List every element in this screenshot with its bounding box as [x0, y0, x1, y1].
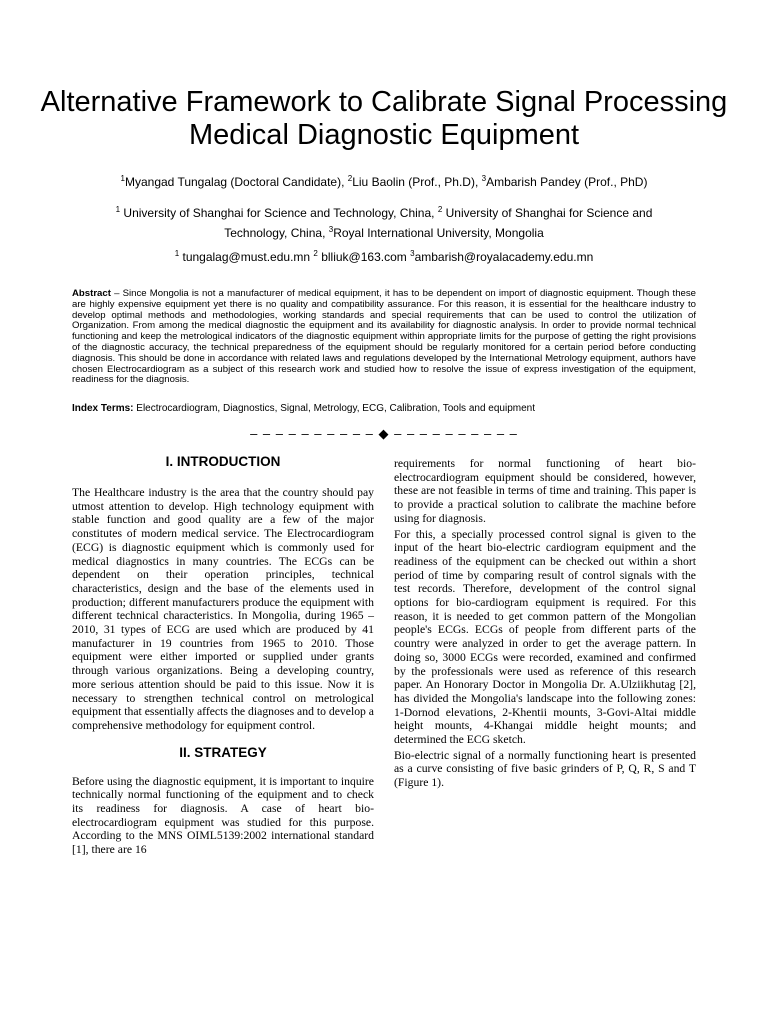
affiliation-3: Royal International University, Mongolia — [333, 226, 544, 240]
introduction-heading: I. INTRODUCTION — [165, 454, 281, 469]
email-1: tungalag@must.edu.mn — [179, 250, 314, 264]
right-paragraph-3: Bio-electric signal of a normally functioning heart is presented as a curve consisting of five basic grinders of P, Q, R, S and T (Figure 1). — [394, 748, 696, 790]
email-2-sup: 2 — [313, 249, 318, 258]
email-3-sup: 3 — [410, 249, 415, 258]
affiliation-2-sup: 2 — [437, 205, 443, 214]
index-terms-label: Index Terms: — [72, 403, 134, 414]
strategy-paragraph: Before using the diagnostic equipment, it is important to inquire technically normal functioning of the equipment and to check its readiness for diagnosis. A case of heart bio-electrocardiogram equipment was studied for this purpose. According to the MNS OIML5139:2002 international standard [1], there are 16 — [72, 774, 374, 857]
index-terms-text: Electrocardiogram, Diagnostics, Signal, Metrology, ECG, Calibration, Tools and equipment — [133, 403, 535, 414]
index-terms — [72, 403, 696, 415]
author-1-sup: 1 — [120, 174, 125, 183]
left-column — [72, 452, 374, 857]
author-3-sup: 3 — [481, 174, 487, 183]
affiliation-2: University of Shanghai for Science and Technology, China, — [224, 206, 653, 240]
right-paragraph-2: For this, a specially processed control signal is given to the input of the heart bio-electric cardiogram equipment and the readiness of the equipment can be checked out within a short period of time by comparing result of control signals with the test records. Therefore, development of the control signal options for bio-cardiogram equipment is required. For this reason, it is needed to get common pattern of the Mongolian people's ECGs. ECGs of people from different parts of the country were analyzed in order to get the average pattern. In doing so, 3000 ECGs were recorded, examined and confirmed by the professionals were used as reference of this research paper. An Honorary Doctor in Mongolia Dr. A.Ulziikhutag [2], has divided the Mongolia's landscape into the following zones: 1-Dornod elevations, 2-Khentii mounts, 3-Govi-Altai middle height mounts, 4-Khangai middle height mounts; and determined the ECG sketch. — [394, 527, 696, 747]
section-divider: – – – – – – – – – – ◆ – – – – – – – – – – — [250, 426, 518, 441]
email-3: ambarish@royalacademy.edu.mn — [414, 250, 594, 264]
email-line — [40, 247, 728, 267]
right-paragraph-1: requirements for normal functioning of heart bio-electrocardiogram equipment should be considered, however, these are not feasible in terms of time and training. This paper is to provide a practical solution to calibrate the machine before using for diagnosis. — [394, 457, 696, 525]
abstract-text: – Since Mongolia is not a manufacturer of medical equipment, it has to be dependent on import of diagnostic equipment. Though these are highly expensive equipment yet there is no quality and compatibility assurance. For this reason, it is essential for the healthcare industry to develop optimal methods and methodologies, working standards and special requirements that can be used to control the utilization of Organization. From among the medical diagnostic the equipment and its availability for diagnostic analysis. In order to provide normal technical functioning and keep the metrological indicators of the diagnostic equipment within appropriate limits for the purpose of getting the right provisions of the diagnostic accuracy, the technical preparedness of the equipment should be regularly monitored for a certain period before conducting diagnosis. This should be done in accordance with related laws and regulations developed by the International Metrology equipment, authors have chosen Electrocardiogram as a subject of this research work and studied how to resolve the issue of express investigation of the equipment, readiness for the diagnosis. — [72, 288, 696, 386]
email-2: blliuk@163.com — [317, 250, 411, 264]
paper-title: Alternative Framework to Calibrate Signal Processing Medical Diagnostic Equipment — [40, 86, 728, 151]
strategy-heading: II. STRATEGY — [179, 744, 267, 760]
abstract-label: Abstract — [72, 288, 111, 299]
author-2: Liu Baolin (Prof., Ph.D), — [352, 175, 482, 189]
right-column — [394, 457, 696, 792]
author-3: Ambarish Pandey (Prof., PhD) — [486, 175, 648, 189]
author-1: Myangad Tungalag (Doctoral Candidate), — [124, 175, 348, 189]
affiliation-1: University of Shanghai for Science and Technology, China, — [120, 206, 438, 220]
affiliation-block — [100, 203, 668, 243]
affiliation-3-sup: 3 — [328, 225, 334, 234]
email-1-sup: 1 — [174, 249, 180, 258]
author-line — [40, 172, 728, 192]
author-2-sup: 2 — [347, 174, 353, 183]
affiliation-1-sup: 1 — [115, 205, 121, 214]
introduction-paragraph: The Healthcare industry is the area that the country should pay utmost attention to develop. High technology equipment with stable function and good quality are a few of the major constitutes of modern medical service. The Electrocardiogram (ECG) is diagnostic equipment which is commonly used for medical diagnostics in many countries. The ECGs can be dependent on their operation principles, technical characteristics, design and the base of the elements used in production; different manufacturers produce the equipment with different technical characteristics. In Mongolia, during 1965 – 2010, 31 types of ECG are used which are produced by 41 manufacturer in 19 countries from 1965 to 2010. Those equipment were either imported or supplied under grants through various organizations. Being a developing country, more serious attention should be paid to this issue. Now it is necessary to strengthen technical control on metrological equipment that essentially affects the diagnoses and to develop a comprehensive methodology for equipment control. — [72, 486, 374, 732]
abstract — [72, 289, 696, 386]
